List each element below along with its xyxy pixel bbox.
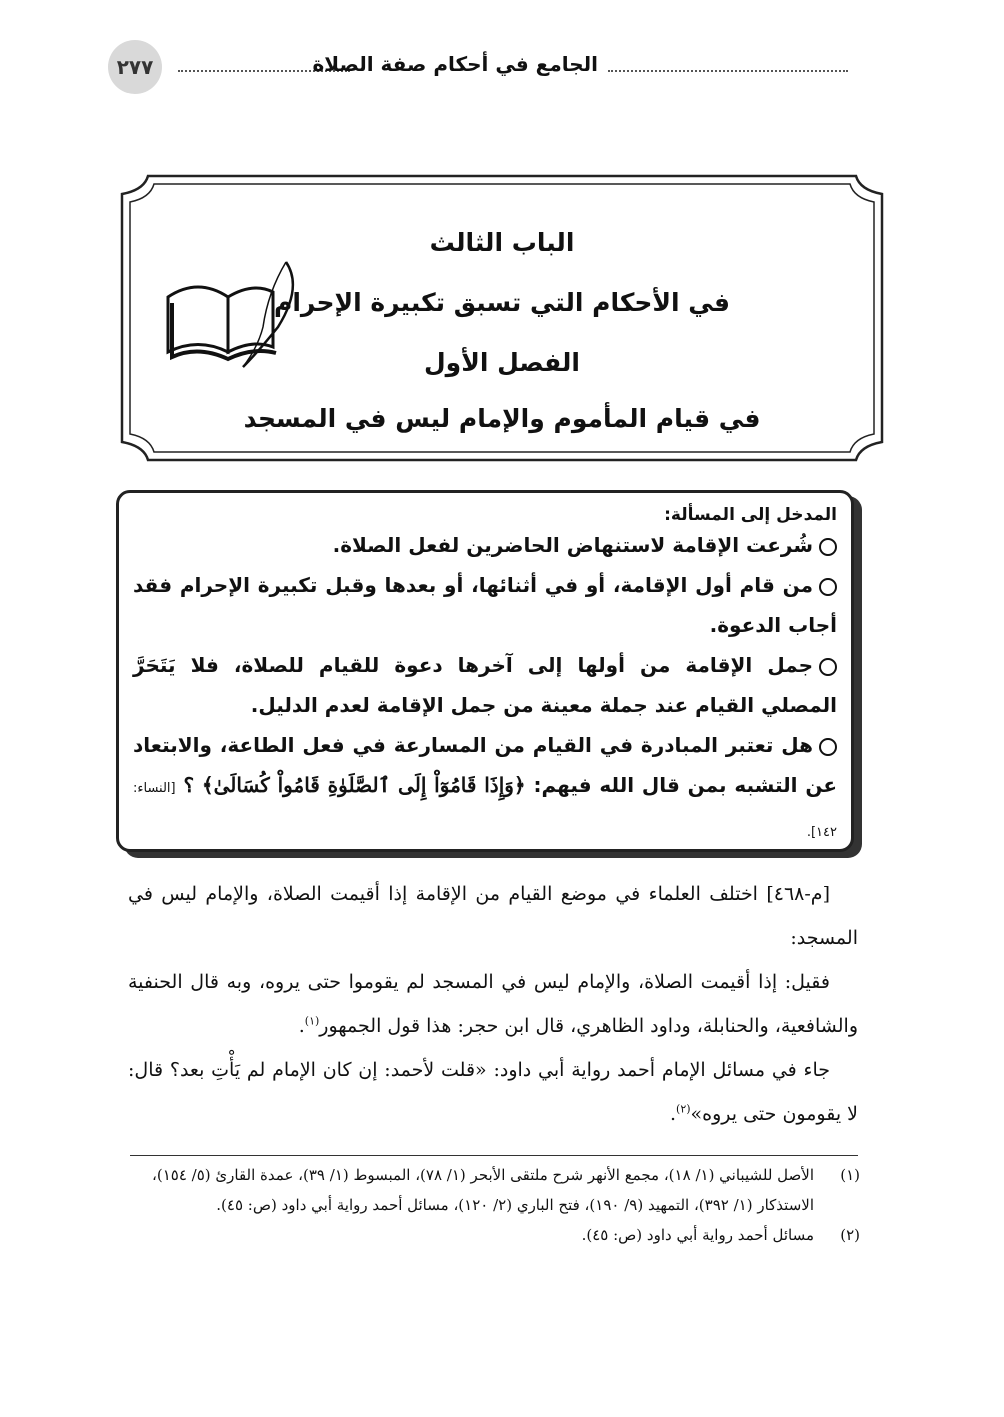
section-subtitle: في قيام المأموم والإمام ليس في المسجد [243, 404, 761, 433]
chapter-part-title: الباب الثالث [429, 228, 575, 257]
paragraph: [م-٤٦٨] اختلف العلماء في موضع القيام من الإقامة إذا أقيمت الصلاة، والإمام ليس في المسجد: [128, 883, 858, 949]
quran-verse: ﴿وَإِذَا قَامُوٓاْ إِلَى ٱلصَّلَوٰةِ قَامُواْ كُسَالَىٰ﴾ ؟ [183, 773, 526, 797]
page-header [108, 40, 848, 100]
circle-bullet-icon [819, 578, 837, 596]
circle-bullet-icon [819, 538, 837, 556]
chapter-subtitle: في الأحكام التي تسبق تكبيرة الإحرام [274, 288, 730, 317]
quran-reference: [النساء: ١٤٢]. [133, 781, 837, 840]
paragraph: جاء في مسائل الإمام أحمد رواية أبي داود: «قلت لأحمد: إن كان الإمام لم يَأْتِ بعد؟ قال: لا يقومون حتى يروه»$^{(٢)}$. [128, 1059, 858, 1125]
footnote-number: (٢) [840, 1226, 860, 1244]
footnote-text: الأصل للشيباني (١/ ١٨)، مجمع الأنهر شرح ملتقى الأبحر (١/ ٧٨)، المبسوط (١/ ٣٩)، عمدة القارئ (٥/ ١٥٤)، الاستذكار (١/ ٣٩٢)، التمهيد (٩/ ١٩٠)، فتح الباري (٢/ ١٢٠)، مسائل أحمد رواية أبي داود (ص: ٤٥). [152, 1166, 814, 1214]
footnote-ref: (١) [304, 1014, 320, 1028]
circle-bullet-icon [819, 738, 837, 756]
chapter-title-frame [118, 172, 886, 464]
intro-summary-box [116, 490, 854, 852]
circle-bullet-icon [819, 658, 837, 676]
page-number: ٢٧٧ [108, 40, 162, 94]
body-text [128, 872, 858, 1136]
intro-bullet: شُرعت الإقامة لاستنهاض الحاضرين لفعل الصلاة. [133, 525, 837, 565]
footnote-text: مسائل أحمد رواية أبي داود (ص: ٤٥). [581, 1226, 814, 1244]
intro-bullet: هل تعتبر المبادرة في القيام من المسارعة في فعل الطاعة، والابتعاد عن التشبه بمن قال الله فيهم: ﴿وَإِذَا قَامُوٓاْ إِلَى ٱلصَّلَوٰةِ قَامُواْ كُسَالَىٰ﴾ ؟ [النساء: ١٤٢]. [133, 733, 838, 840]
header-dotted-rule-right [608, 70, 848, 72]
footnote [130, 1220, 860, 1250]
running-title: الجامع في أحكام صفة الصلاة [312, 52, 598, 76]
paragraph: فقيل: إذا أقيمت الصلاة، والإمام ليس في المسجد لم يقوموا حتى يروه، وبه قال الحنفية والشافعية، والحنابلة، وداود الظاهري، قال ابن حجر: هذا قول الجمهور$^{(١)}$. [128, 971, 858, 1037]
section-title: الفصل الأول [423, 348, 581, 377]
intro-bullet: جمل الإقامة من أولها إلى آخرها دعوة للقيام للصلاة، فلا يَتَحَرَّ المصلي القيام عند جملة معينة من جمل الإقامة لعدم الدليل. [133, 653, 837, 717]
footnote-number: (١) [840, 1166, 860, 1184]
footnote-separator [130, 1155, 858, 1156]
intro-heading: المدخل إلى المسألة: [664, 505, 837, 525]
footnotes [130, 1160, 860, 1250]
intro-bullet: من قام أول الإقامة، أو في أثنائها، أو بعدها وقبل تكبيرة الإحرام فقد أجاب الدعوة. [133, 573, 837, 637]
footnote [130, 1160, 860, 1220]
footnote-ref: (٢) [676, 1102, 691, 1116]
